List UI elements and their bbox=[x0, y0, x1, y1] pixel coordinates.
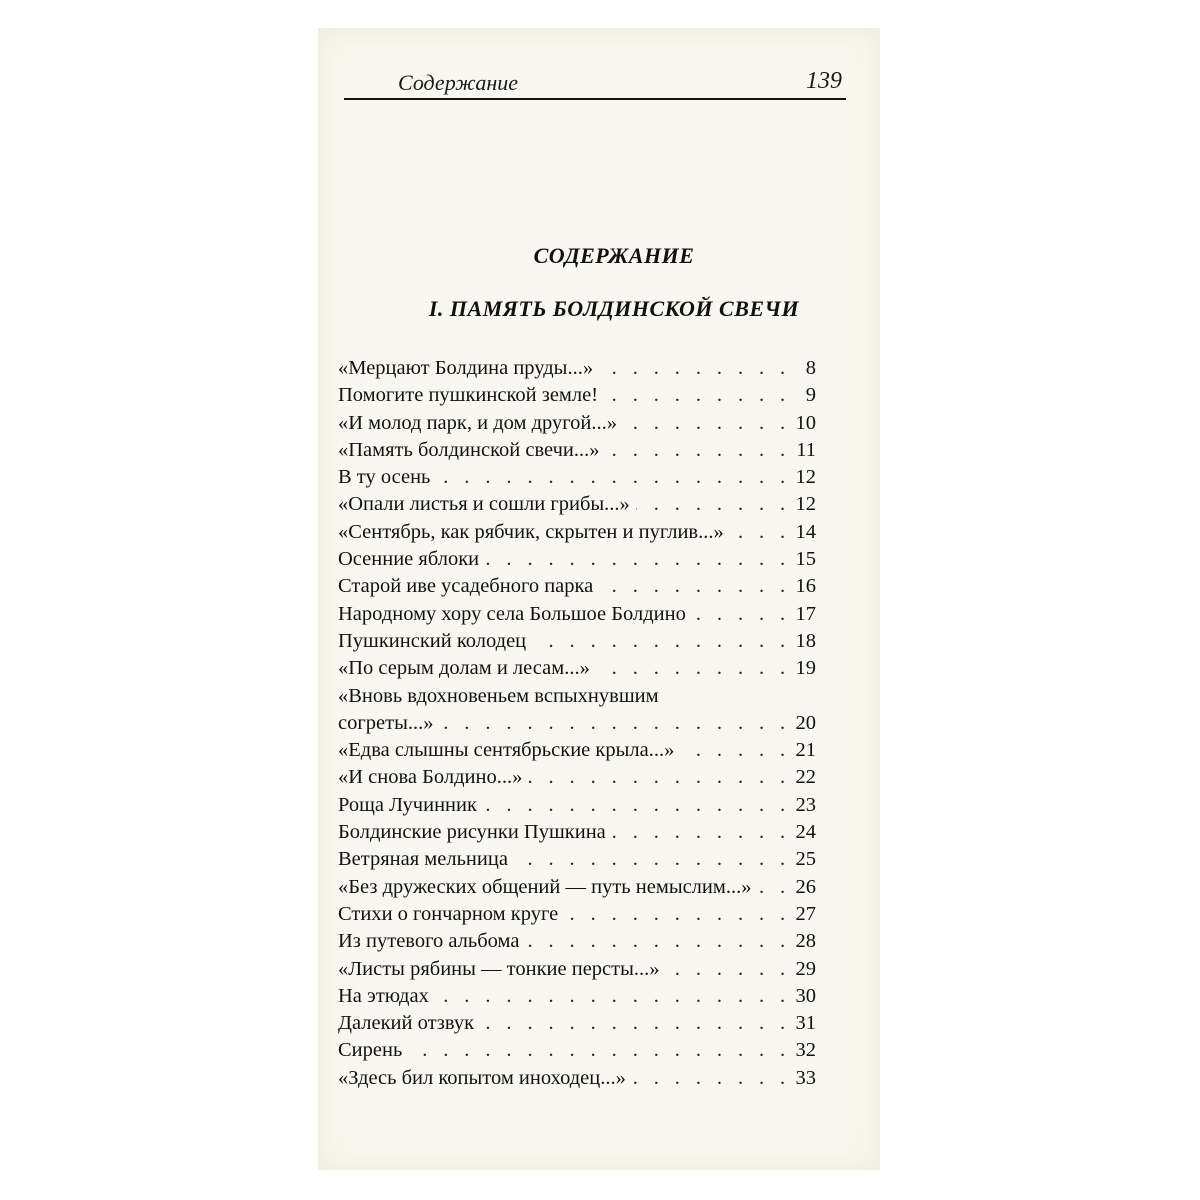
toc-entry-title: Помогите пушкинской земле! bbox=[338, 384, 604, 406]
toc-entry bbox=[338, 601, 816, 628]
toc-entry-title: «И снова Болдино...» bbox=[338, 766, 528, 788]
toc-entry bbox=[338, 874, 816, 901]
toc-entry-title: «Вновь вдохновеньем вспыхнувшим bbox=[338, 685, 665, 707]
toc-entry bbox=[338, 655, 816, 682]
contents-heading: СОДЕРЖАНИЕ bbox=[533, 243, 695, 268]
toc-entry bbox=[338, 956, 816, 983]
toc-entry-page: 9 bbox=[800, 382, 816, 409]
toc-entry bbox=[338, 628, 816, 655]
toc-entry-title: Народному хору села Большое Болдино bbox=[338, 603, 692, 625]
toc-entry bbox=[338, 573, 816, 600]
toc-entry-page: 27 bbox=[790, 901, 817, 928]
toc-entry-title: «Мерцают Болдина пруды...» bbox=[338, 357, 599, 379]
toc-entry-title: Осенние яблоки bbox=[338, 548, 485, 570]
toc-entry-page: 26 bbox=[790, 874, 817, 901]
toc-entry-page: 11 bbox=[790, 437, 816, 464]
toc-entry bbox=[338, 355, 816, 382]
toc-entry bbox=[338, 819, 816, 846]
toc-entry-title: Болдинские рисунки Пушкина bbox=[338, 821, 612, 843]
section-heading: I. ПАМЯТЬ БОЛДИНСКОЙ СВЕЧИ bbox=[428, 296, 800, 321]
toc-entry-title: «Едва слышны сентябрьские крыла...» bbox=[338, 739, 680, 761]
toc-entry bbox=[338, 491, 816, 518]
toc-entry-page: 20 bbox=[790, 710, 817, 737]
toc-entry-title: «Здесь бил копытом иноходец...» bbox=[338, 1067, 632, 1089]
toc-entry-title: «Листы рябины — тонкие персты...» bbox=[338, 958, 666, 980]
toc-entry-title: «Память болдинской свечи...» bbox=[338, 439, 606, 461]
table-of-contents bbox=[338, 355, 816, 1092]
running-head-title: Содержание bbox=[398, 70, 519, 95]
toc-entry bbox=[338, 792, 816, 819]
toc-entry-page: 29 bbox=[790, 956, 817, 983]
toc-entry-title: «По серым долам и лесам...» bbox=[338, 657, 596, 679]
toc-entry-title: «Сентябрь, как рябчик, скрытен и пуглив...» bbox=[338, 521, 730, 543]
toc-entry-page: 14 bbox=[790, 519, 817, 546]
toc-entry-page: 16 bbox=[790, 573, 817, 600]
toc-entry-title: «И молод парк, и дом другой...» bbox=[338, 412, 623, 434]
toc-entry-page: 31 bbox=[790, 1010, 817, 1037]
toc-entry bbox=[338, 737, 816, 764]
toc-entry-page: 33 bbox=[790, 1065, 817, 1092]
toc-entry-title: Ветряная мельница bbox=[338, 848, 514, 870]
toc-entry-page: 12 bbox=[790, 464, 817, 491]
toc-entry bbox=[338, 1010, 816, 1037]
toc-entry-page: 21 bbox=[790, 737, 817, 764]
toc-entry-page: 23 bbox=[790, 792, 817, 819]
dot-leader bbox=[338, 1037, 816, 1064]
toc-entry bbox=[338, 382, 816, 409]
toc-entry bbox=[338, 519, 816, 546]
toc-entry-title: Роща Лучинник bbox=[338, 794, 483, 816]
toc-entry bbox=[338, 546, 816, 573]
toc-entry bbox=[338, 710, 816, 737]
toc-entry bbox=[338, 846, 816, 873]
toc-entry-page: 24 bbox=[790, 819, 817, 846]
toc-entry-title: «Без дружеских общений — путь немыслим...» bbox=[338, 876, 757, 898]
toc-entry bbox=[338, 410, 816, 437]
toc-entry-title: «Опали листья и сошли грибы...» bbox=[338, 493, 636, 515]
toc-entry bbox=[338, 1037, 816, 1064]
toc-entry-page: 18 bbox=[790, 628, 817, 655]
toc-entry-title: согреты...» bbox=[338, 712, 439, 734]
toc-entry-title: Пушкинский колодец bbox=[338, 630, 532, 652]
toc-entry bbox=[338, 1065, 816, 1092]
toc-entry-page: 19 bbox=[790, 655, 817, 682]
page-number: 139 bbox=[806, 68, 842, 94]
toc-entry bbox=[338, 983, 816, 1010]
toc-entry bbox=[338, 683, 816, 710]
toc-entry bbox=[338, 928, 816, 955]
toc-entry bbox=[338, 464, 816, 491]
toc-entry-page: 22 bbox=[790, 764, 817, 791]
toc-entry-page: 15 bbox=[790, 546, 817, 573]
toc-entry-title: Старой иве усадебного парка bbox=[338, 575, 599, 597]
toc-entry-title: На этюдах bbox=[338, 985, 435, 1007]
toc-entry bbox=[338, 764, 816, 791]
toc-entry bbox=[338, 901, 816, 928]
toc-entry bbox=[338, 437, 816, 464]
toc-entry-title: Стихи о гончарном круге bbox=[338, 903, 564, 925]
running-head bbox=[344, 66, 846, 100]
toc-entry-title: В ту осень bbox=[338, 466, 436, 488]
toc-entry-title: Далекий отзвук bbox=[338, 1012, 480, 1034]
toc-entry-page: 25 bbox=[790, 846, 817, 873]
toc-entry-page: 28 bbox=[790, 928, 817, 955]
toc-entry-page: 12 bbox=[790, 491, 817, 518]
toc-entry-page: 17 bbox=[790, 601, 817, 628]
toc-entry-page: 10 bbox=[790, 410, 817, 437]
toc-entry-title: Из путевого альбома bbox=[338, 930, 525, 952]
toc-entry-page: 32 bbox=[790, 1037, 817, 1064]
toc-entry-page: 30 bbox=[790, 983, 817, 1010]
toc-entry-page: 8 bbox=[800, 355, 816, 382]
toc-entry-title: Сирень bbox=[338, 1039, 408, 1061]
